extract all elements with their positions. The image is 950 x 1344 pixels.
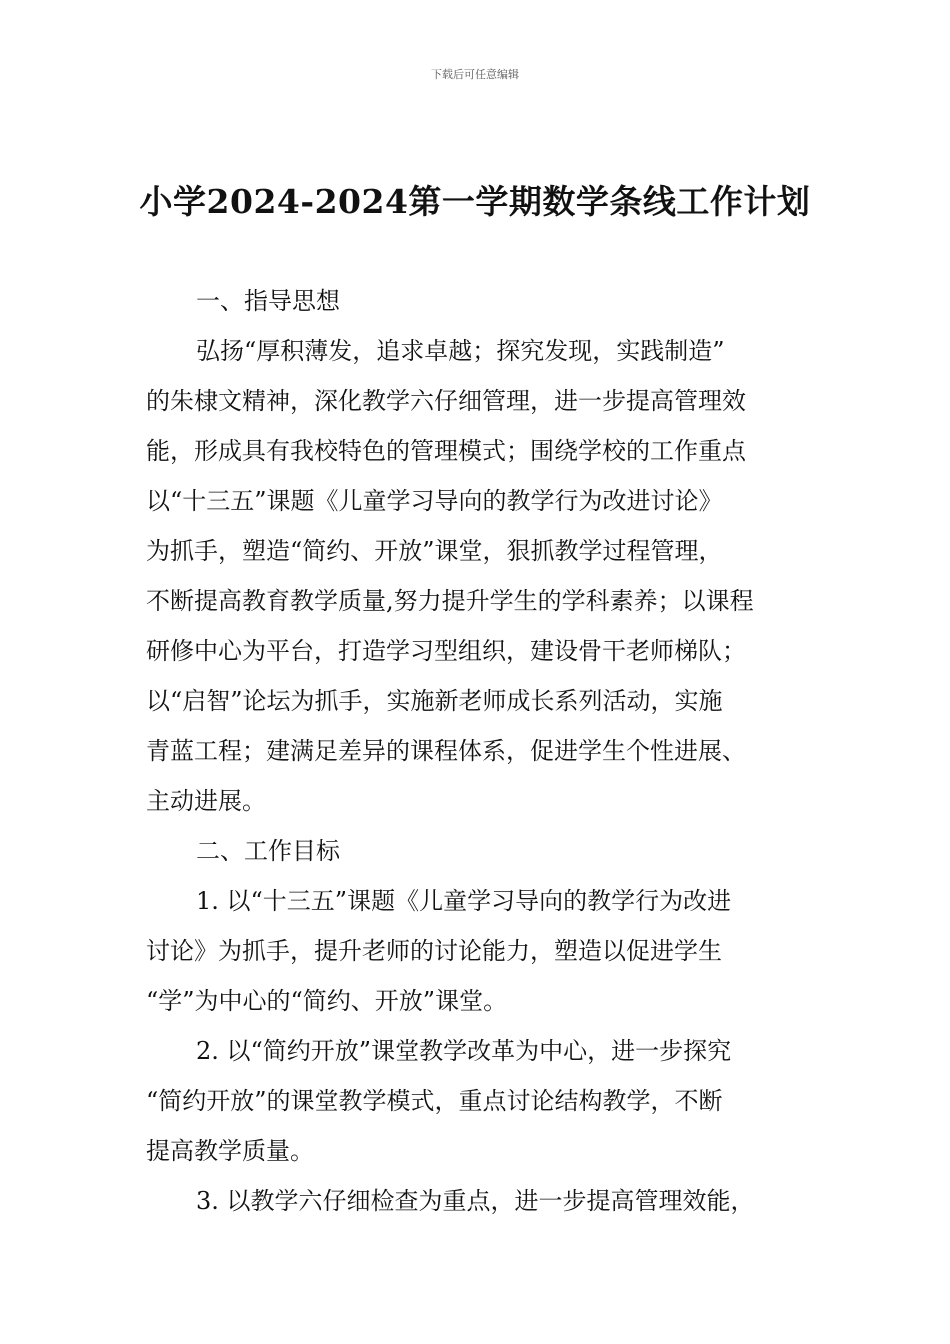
text-line: 研修中心为平台，打造学习型组织，建设骨干老师梯队； xyxy=(146,637,746,665)
text-line: 为抓手，塑造“简约、开放”课堂，狠抓教学过程管理， xyxy=(146,537,723,565)
text-line: 不断提高教育教学质量,努力提升学生的学科素养；以课程 xyxy=(146,587,754,615)
paragraph-guiding-thought xyxy=(146,326,810,826)
section-heading-guiding-thought: 一、指导思想 xyxy=(196,287,340,315)
text-line: 3. 以教学六仔细检查为重点，进一步提高管理效能， xyxy=(196,1187,755,1215)
text-line: 的朱棣文精神，深化教学六仔细管理，进一步提高管理效 xyxy=(146,387,746,415)
goal-item-2 xyxy=(146,1026,810,1176)
text-line: 弘扬“厚积薄发，追求卓越；探究发现，实践制造” xyxy=(196,337,725,365)
text-line: “学”为中心的“简约、开放”课堂。 xyxy=(146,987,508,1015)
section-heading-work-goals: 二、工作目标 xyxy=(196,837,340,865)
goal-item-1 xyxy=(146,876,810,1026)
document-title: 小学2024-2024第一学期数学条线工作计划 xyxy=(139,182,811,221)
text-line: 2. 以“简约开放”课堂教学改革为中心，进一步探究 xyxy=(196,1037,732,1065)
text-line: 青蓝工程；建满足差异的课程体系，促进学生个性进展、 xyxy=(146,737,746,765)
text-line: 1. 以“十三五”课题《儿童学习导向的教学行为改进 xyxy=(196,887,732,915)
text-line: 以“启智”论坛为抓手，实施新老师成长系列活动，实施 xyxy=(146,687,723,715)
text-line: 提高教学质量。 xyxy=(146,1137,314,1165)
text-line: 以“十三五”课题《儿童学习导向的教学行为改进讨论》 xyxy=(146,487,723,515)
text-line: 能，形成具有我校特色的管理模式；围绕学校的工作重点 xyxy=(146,437,746,465)
goal-item-3 xyxy=(146,1176,810,1226)
text-line: 讨论》为抓手，提升老师的讨论能力，塑造以促进学生 xyxy=(146,937,722,965)
text-line: “简约开放”的课堂教学模式，重点讨论结构教学，不断 xyxy=(146,1087,723,1115)
page-header-note: 下载后可任意编辑 xyxy=(431,68,519,81)
document-body xyxy=(146,276,810,1226)
text-line: 主动进展。 xyxy=(146,787,266,815)
